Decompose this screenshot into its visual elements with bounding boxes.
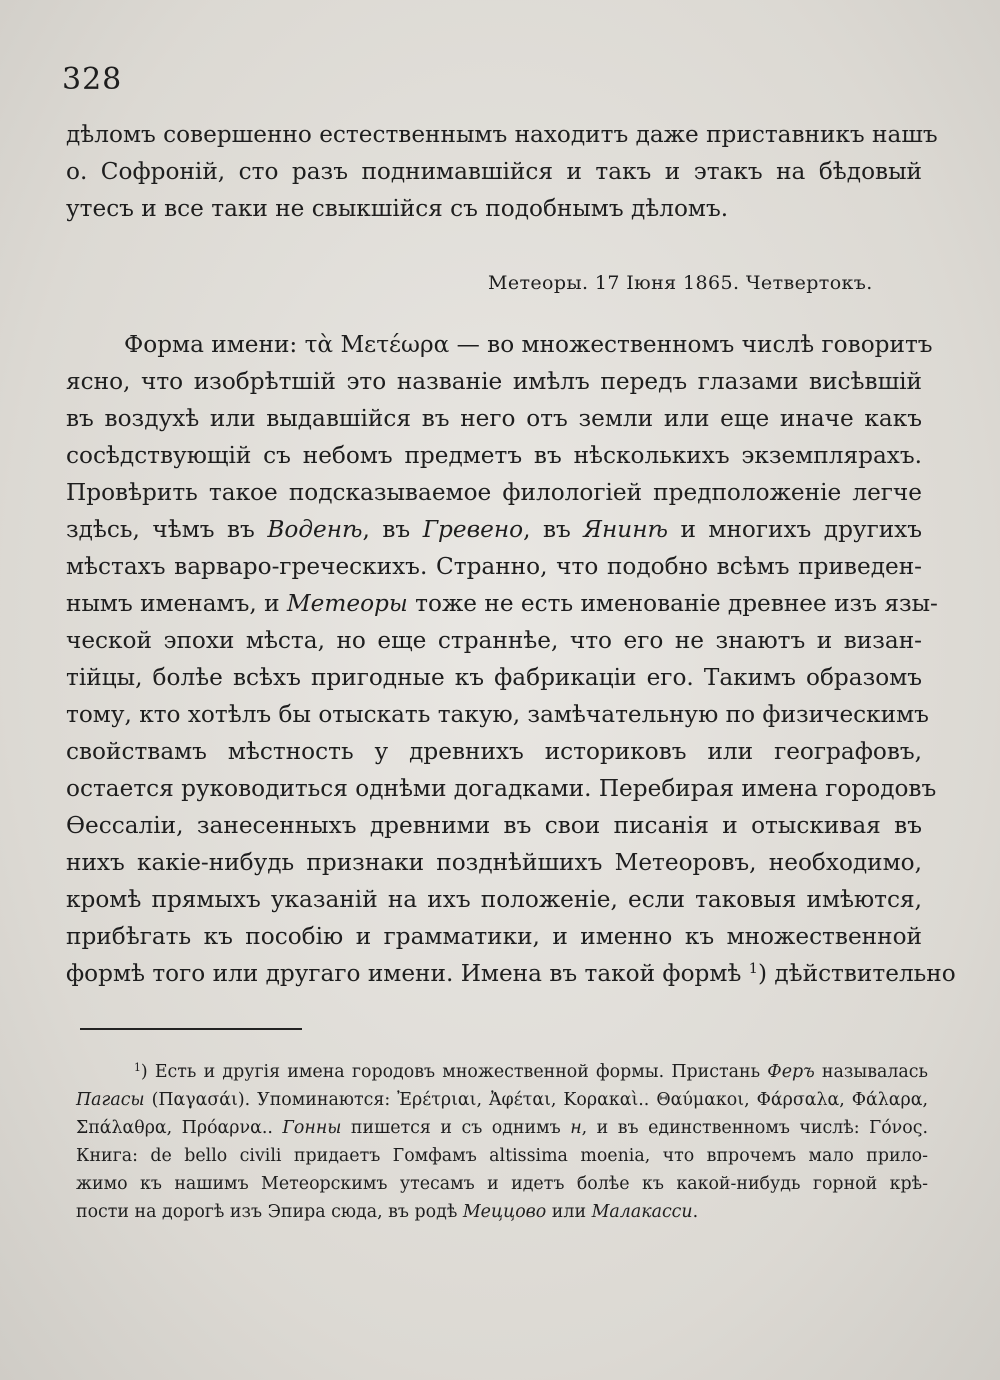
text-line: тому, кто хотѣлъ бы отыскать такую, замѣчательную по физическимъ (66, 701, 929, 728)
text-line: ческой эпохи мѣста, но еще страннѣе, что его не знаютъ и визан- (66, 627, 922, 654)
main-paragraph (66, 326, 956, 992)
footnote-line: пости на дорогѣ изъ Эпира сюда, въ родѣ Меццово или Малакасси. (76, 1202, 699, 1222)
italic-place-name: Воденѣ (267, 516, 363, 543)
italic-place-name: Пагасы (76, 1090, 145, 1110)
text-line: нихъ какіе-нибудь признаки позднѣйшихъ Метеоровъ, необходимо, (66, 849, 922, 876)
text-line: Ѳессаліи, занесенныхъ древними въ свои писанія и отыскивая въ (66, 812, 922, 839)
text-line: ясно, что изобрѣтшій это названіе имѣлъ передъ глазами висѣвшій (66, 368, 922, 395)
italic-place-name: Меццово (462, 1202, 547, 1222)
italic-place-name: Феръ (767, 1062, 815, 1082)
text-line: формѣ того или другаго имени. Имена въ такой формѣ $^1$) дѣйствительно (66, 960, 956, 987)
text-line: сосѣдствующій съ небомъ предметъ въ нѣсколькихъ экземплярахъ. (66, 442, 922, 469)
text-line: о. Софроній, сто разъ поднимавшійся и такъ и этакъ на бѣдовый (66, 158, 922, 185)
text-line: утесъ и все таки не свыкшійся съ подобнымъ дѣломъ. (66, 195, 729, 222)
footnote-line: Книга: de bello civili придаетъ Гомфамъ altissima moenia, что впрочемъ мало прило- (76, 1146, 928, 1166)
page-number: 328 (62, 62, 123, 97)
footnote-line: Σπάλαθρα, Πρόαρνα.. Гонны пишется и съ однимъ н, и въ единственномъ числѣ: Γόνος. (76, 1118, 928, 1138)
paragraph-continuation (66, 116, 938, 227)
italic-place-name: Малакасси (591, 1202, 693, 1222)
dateline: Метеоры. 17 Іюня 1865. Четвертокъ. (488, 272, 873, 294)
footnote-line: Пагасы (Παγασάι). Упоминаются: Ἐρέτριαι, Ἀφέται, Κορακαὶ.. Θαύμακοι, Φάρσαλα, Φάλαρα, (76, 1090, 928, 1110)
text-line: кромѣ прямыхъ указаній на ихъ положеніе, если таковыя имѣются, (66, 886, 922, 913)
text-line: въ воздухѣ или выдавшійся въ него отъ земли или еще иначе какъ (66, 405, 922, 432)
text-line: свойствамъ мѣстность у древнихъ историковъ или географовъ, (66, 738, 922, 765)
italic-place-name: Гонны (282, 1118, 342, 1138)
footnote-marker: 1 (134, 1061, 141, 1075)
footnote-line: $^1$) Есть и другія имена городовъ множественной формы. Пристань Феръ называлась (134, 1061, 928, 1082)
text-line: нымъ именамъ, и Метеоры тоже не есть именованіе древнее изъ язы- (66, 590, 938, 617)
footnote (76, 1058, 928, 1226)
footnote-reference: 1 (748, 961, 758, 978)
italic-place-name: Янинѣ (583, 516, 668, 543)
text-line: прибѣгать къ пособію и грамматики, и именно къ множественной (66, 923, 922, 950)
footnote-divider (80, 1028, 302, 1030)
text-line: здѣсь, чѣмъ въ Воденѣ, въ Гревено, въ Янинѣ и многихъ другихъ (66, 516, 922, 543)
italic-place-name: Гревено (422, 516, 524, 543)
text-line: мѣстахъ варваро-греческихъ. Странно, что подобно всѣмъ приведен- (66, 553, 922, 580)
text-line: дѣломъ совершенно естественнымъ находитъ даже приставникъ нашъ (66, 121, 938, 148)
italic-letter: н (570, 1118, 582, 1138)
text-line: Форма имени: τὰ Μετέωρα — во множественномъ числѣ говоритъ (124, 331, 933, 358)
text-line: тійцы, болѣе всѣхъ пригодные къ фабрикаціи его. Такимъ образомъ (66, 664, 922, 691)
text-line: остается руководиться однѣми догадками. Перебирая имена городовъ (66, 775, 937, 802)
footnote-line: жимо къ нашимъ Метеорскимъ утесамъ и идетъ болѣе къ какой-нибудь горной крѣ- (76, 1174, 928, 1194)
text-line: Провѣрить такое подсказываемое филологіей предположеніе легче (66, 479, 922, 506)
italic-place-name: Метеоры (286, 590, 408, 617)
